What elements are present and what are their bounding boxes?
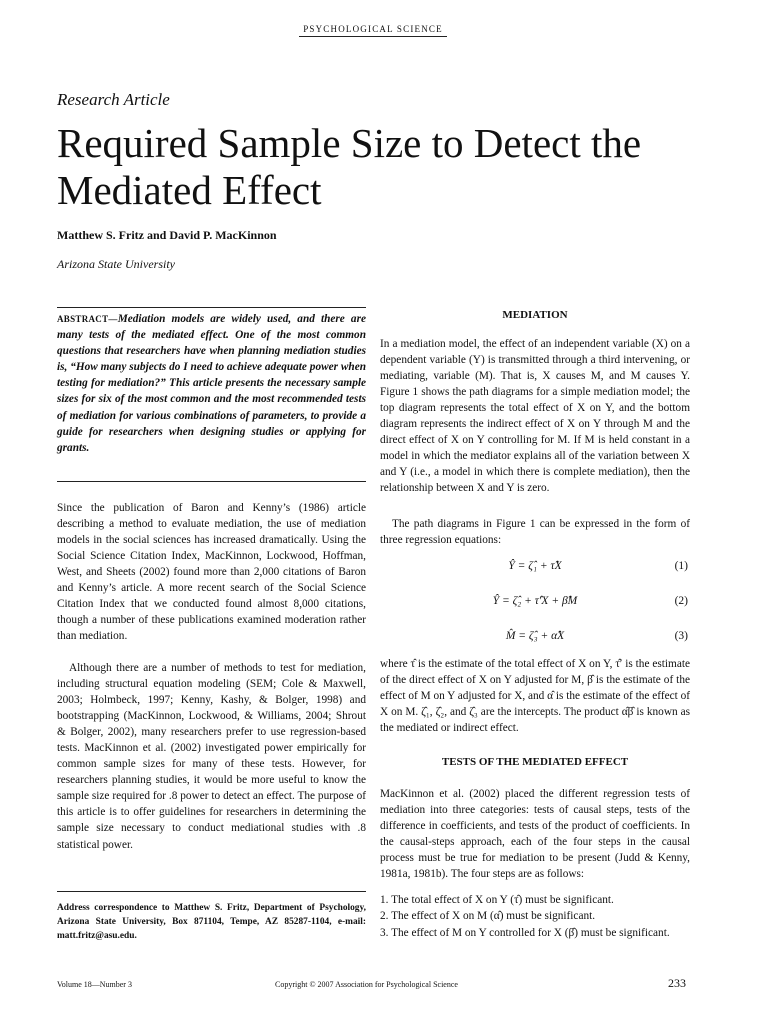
equation-1-number: (1) [674, 560, 688, 572]
equation-2-number: (2) [674, 595, 688, 607]
authors: Matthew S. Fritz and David P. MacKinnon [57, 228, 277, 242]
volume-info: Volume 18—Number 3 [57, 980, 132, 989]
mediation-paragraph-3: where τ̂ is the estimate of the total effect of X on Y, τ̂′ is the estimate of the direct effect of X on Y adjusted for M, β̂ is the estimate of the effect of M on Y adjusted for X, and α̂ is the estimate of the effect of X on M. ζ̂₁, ζ̂₂, and ζ̂₃ are the intercepts. The product α̂β̂ is known as the mediated or indirect effect. [380, 658, 690, 735]
list-item: 3. The effect of M on Y controlled for X (β̂) must be significant. [380, 926, 670, 939]
equation-3-expr: M̂ = ζ̂₃ + α̂X [505, 630, 565, 642]
article-type: Research Article [57, 90, 170, 109]
abstract-rule-bottom [57, 481, 366, 482]
abstract-label: ABSTRACT— [57, 314, 118, 324]
section-heading-tests: TESTS OF THE MEDIATED EFFECT [441, 756, 629, 768]
causal-steps-list [380, 892, 700, 941]
page-number: 233 [668, 976, 686, 990]
intro-paragraph-2: Although there are a number of methods to test for mediation, including structural equation modeling (SEM; Cole & Maxwell, 2003; Holmbeck, 1997; Kenny, Kashy, & Bolger, 1998) and bootstrapping (MacKinnon, Lockwood, & Williams, 2004; Shrout & Bolger, 2002), many researchers prefer to use regression-based tests. MacKinnon et al. (2002) investigated power empirically for common sample sizes for many of these tests. However, for researchers planning studies, it would be more useful to know the sample size required for .8 power to detect an effect. The purpose of this article is to offer guidelines for researchers in determining the sample size necessary to conduct mediational studies with .8 statistical power. [57, 662, 366, 851]
list-item: 1. The total effect of X on Y (τ̂) must be significant. [380, 894, 614, 906]
correspondence-footnote: Address correspondence to Matthew S. Fritz, Department of Psychology, Arizona State University, Box 871104, Tempe, AZ 85287-1104, e-mail: matt.fritz@asu.edu. [57, 903, 366, 941]
intro-paragraph-1: Since the publication of Baron and Kenny’s (1986) article describing a method to evaluate mediation, the use of mediation models in the social sciences has increased dramatically. Using the Social Science Citation Index, MacKinnon, Lockwood, Hoffman, West, and Sheets (2002) found more than 2,000 citations of Baron and Kenny’s article. A more recent search of the Social Science Citation Index that we conducted found almost 8,000 citations, though a number of these publications examined moderation rather than mediation. [57, 502, 366, 643]
equation-3-number: (3) [674, 630, 688, 642]
list-item: 2. The effect of X on M (α̂) must be significant. [380, 910, 596, 923]
journal-header: PSYCHOLOGICAL SCIENCE [299, 24, 447, 37]
copyright: Copyright © 2007 Association for Psychological Science [275, 980, 458, 989]
footnote-rule [57, 891, 366, 892]
section-heading-mediation: MEDIATION [502, 309, 568, 321]
equation-2-expr: Ŷ = ζ̂₂ + τ̂′X + β̂M [492, 595, 578, 607]
abstract-text: Mediation models are widely used, and there are many tests of the mediated effect. One of the most common questions that researchers have when planning mediation studies is, “How many subjects do I need to achieve adequate power when testing for mediation?” This article presents the necessary sample sizes for six of the most common and the most recommended tests of mediation for various combinations of parameters, to provide a guide for researchers when designing studies or applying for grants. [57, 313, 366, 454]
equation-1-expr: Ŷ = ζ̂₁ + τ̂X [508, 560, 562, 572]
mediation-paragraph-1: In a mediation model, the effect of an independent variable (X) on a dependent variable (Y) is transmitted through a third intervening, or mediating, variable (M). That is, X causes M, and M causes Y. Figure 1 shows the path diagrams for a simple mediation model; the top diagram represents the total effect of X on Y, and the bottom diagram represents the indirect effect of X on Y through M and the direct effect of X on Y controlling for M. If M is held constant in a model in which the mediator explains all of the variation between X and Y (i.e., a model in which there is complete mediation), then the relationship between X and Y is zero. [380, 338, 690, 495]
tests-paragraph: MacKinnon et al. (2002) placed the different regression tests of mediation into three categories: tests of causal steps, tests of the difference in coefficients, and tests of the product of coefficients. In the causal-steps approach, each of the four steps in the causal process must be true for mediation to be present (Judd & Kenny, 1981a, 1981b). The four steps are as follows: [380, 788, 690, 881]
abstract-rule-top [57, 307, 366, 308]
affiliation: Arizona State University [57, 257, 175, 271]
abstract [57, 311, 366, 456]
article-title: Required Sample Size to Detect the Mediated Effect [57, 120, 642, 213]
mediation-paragraph-2: The path diagrams in Figure 1 can be expressed in the form of three regression equations: [380, 518, 690, 547]
